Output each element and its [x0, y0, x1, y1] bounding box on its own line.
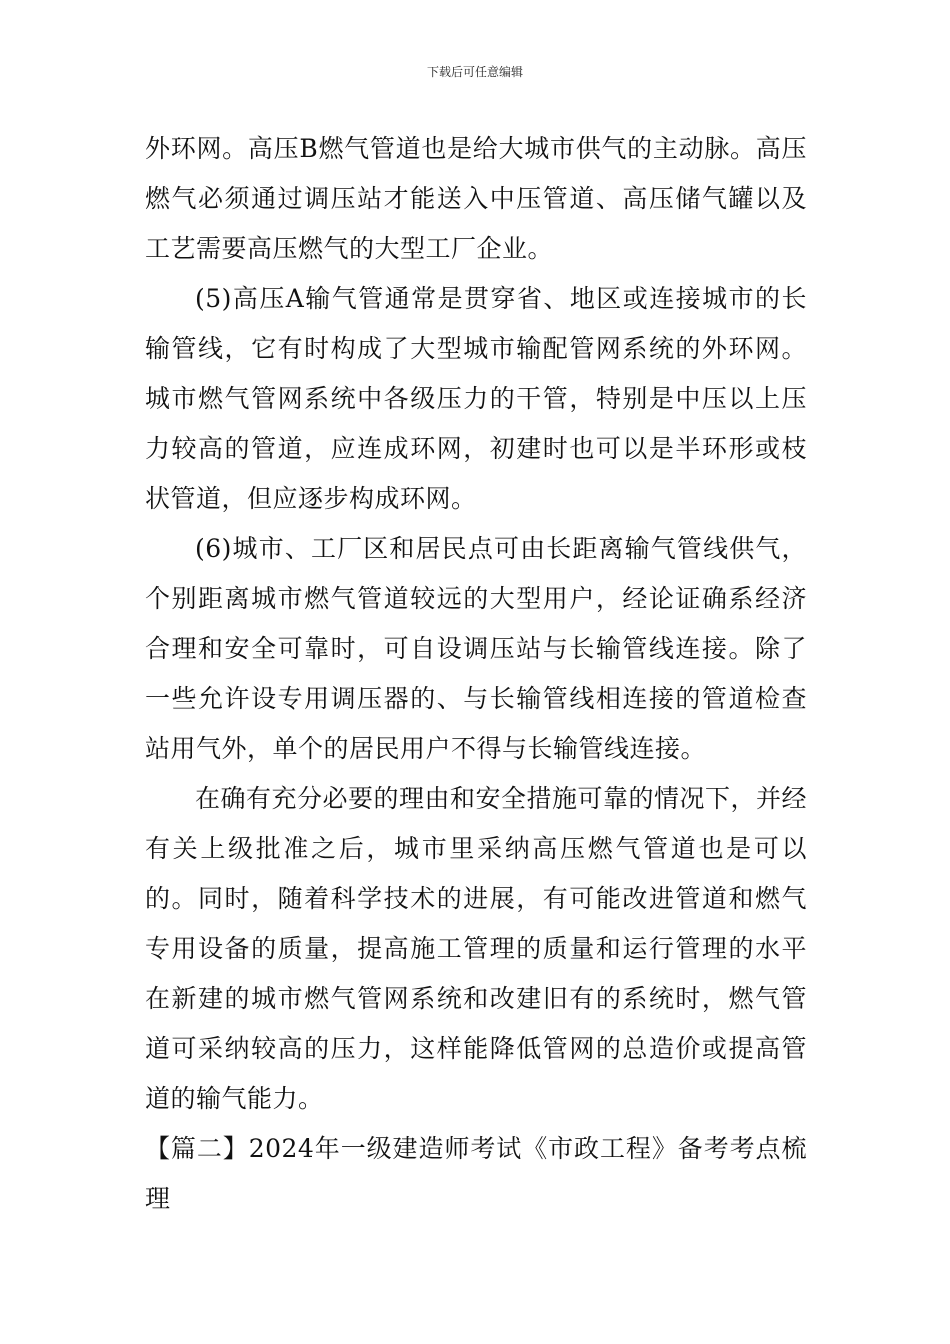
- document-body: [145, 124, 807, 1224]
- paragraph-1: 外环网。高压B燃气管道也是给大城市供气的主动脉。高压燃气必须通过调压站才能送入中压管道、高压储气罐以及工艺需要高压燃气的大型工厂企业。: [145, 134, 807, 263]
- section-title: 【篇二】2024年一级建造师考试《市政工程》备考考点梳理: [145, 1134, 807, 1213]
- paragraph-3: (6)城市、工厂区和居民点可由长距离输气管线供气，个别距离城市燃气管道较远的大型用户，经论证确系经济合理和安全可靠时，可自设调压站与长输管线连接。除了一些允许设专用调压器的、与长输管线相连接的管道检查站用气外，单个的居民用户不得与长输管线连接。: [145, 534, 807, 763]
- page-header: 下载后可任意编辑: [426, 65, 523, 79]
- paragraph-4: 在确有充分必要的理由和安全措施可靠的情况下，并经有关上级批准之后，城市里采纳高压燃气管道也是可以的。同时，随着科学技术的进展，有可能改进管道和燃气专用设备的质量，提高施工管理的质量和运行管理的水平在新建的城市燃气管网系统和改建旧有的系统时，燃气管道可采纳较高的压力，这样能降低管网的总造价或提高管道的输气能力。: [145, 784, 808, 1113]
- paragraph-2: (5)高压A输气管通常是贯穿省、地区或连接城市的长输管线，它有时构成了大型城市输配管网系统的外环网。城市燃气管网系统中各级压力的干管，特别是中压以上压力较高的管道，应连成环网，初建时也可以是半环形或枝状管道，但应逐步构成环网。: [145, 284, 807, 513]
